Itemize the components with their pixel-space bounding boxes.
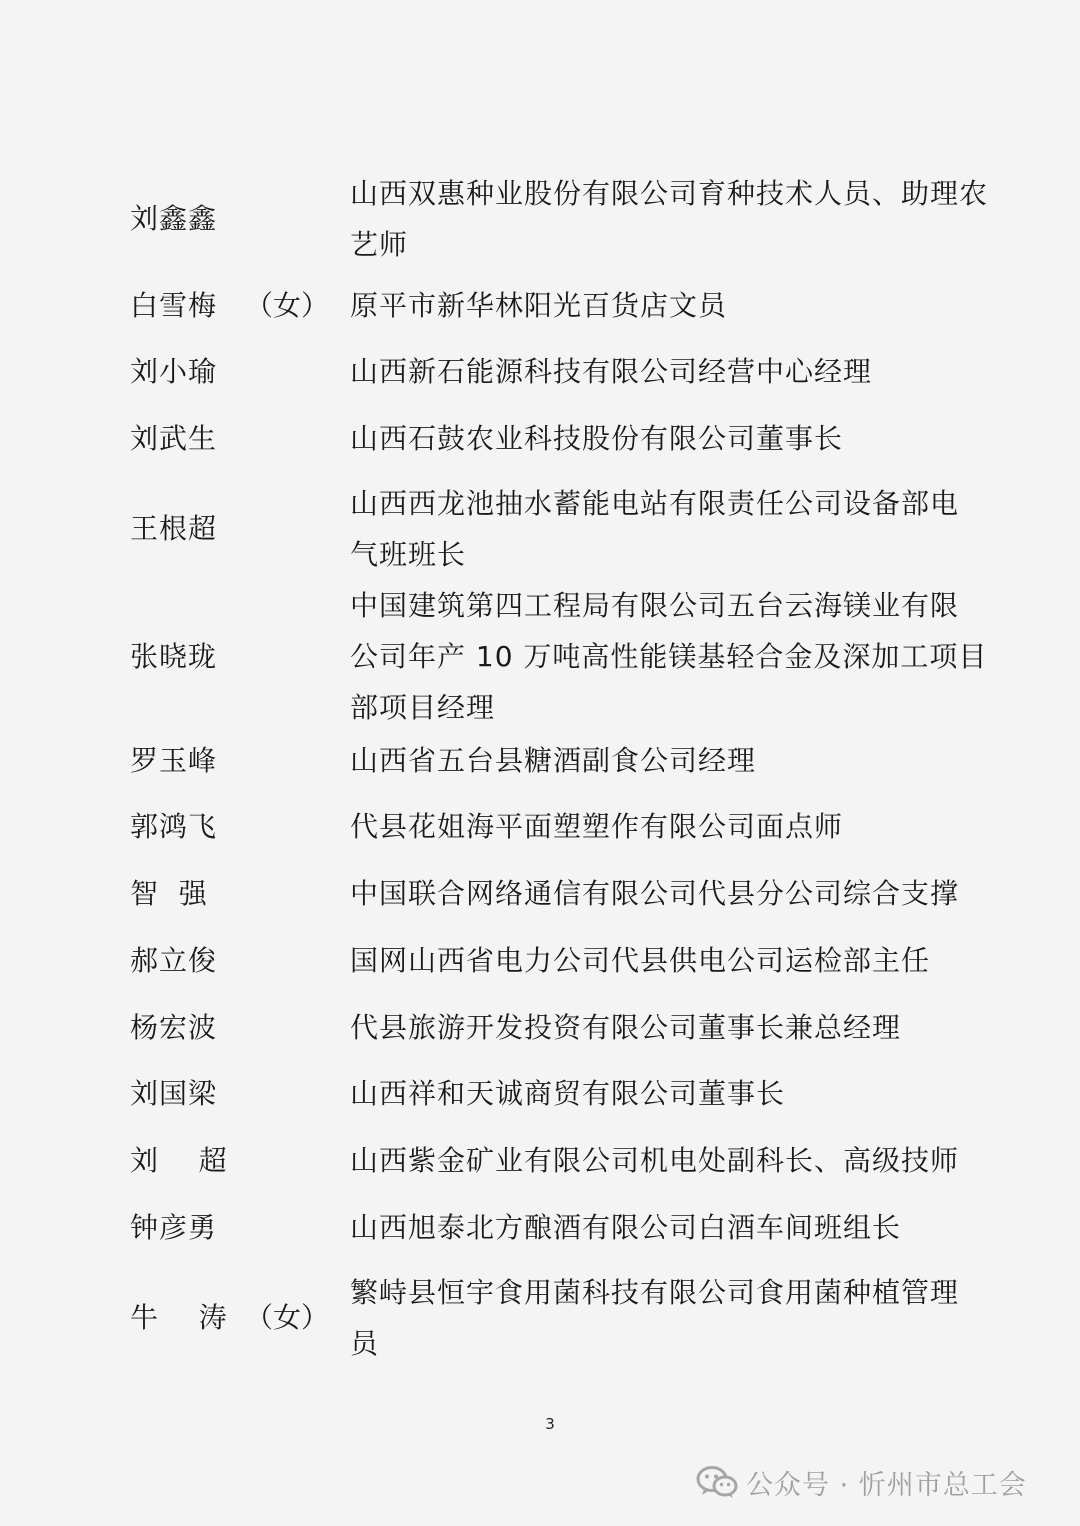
entry-name: 刘小瑜 [130,355,218,388]
entry-description: 山西西龙池抽水蓄能电站有限责任公司设备部电 气班班长 [350,487,960,571]
entry-name: 智 强 [130,877,208,910]
entry-gender-note: （女） [245,289,330,322]
entry-name: 刘鑫鑫 [130,202,218,235]
entry-description: 山西新石能源科技有限公司经营中心经理 [350,355,873,388]
entry-gender-note: （女） [245,1301,330,1334]
entry-description: 山西省五台县糖酒副食公司经理 [350,744,757,777]
entry-description: 山西旭泰北方酿酒有限公司白酒车间班组长 [350,1211,902,1244]
entry-name: 刘武生 [130,422,218,455]
entry-name: 郭鸿飞 [130,810,218,843]
entry-description: 繁峙县恒宇食用菌科技有限公司食用菌种植管理 员 [350,1276,960,1360]
entry-name: 张晓珑 [130,640,218,673]
entry-description: 原平市新华林阳光百货店文员 [350,289,728,322]
entry-description: 代县旅游开发投资有限公司董事长兼总经理 [350,1011,902,1044]
page-number: 3 [545,1415,555,1433]
watermark-text: 公众号 · 忻州市总工会 [746,1469,1027,1501]
entry-description: 山西石鼓农业科技股份有限公司董事长 [350,422,844,455]
entry-description: 中国联合网络通信有限公司代县分公司综合支撑 [350,877,960,910]
entry-name: 刘 超 [130,1144,228,1177]
entry-name: 牛 涛 [130,1301,228,1334]
entry-name: 刘国梁 [130,1077,218,1110]
wechat-icon [696,1465,738,1499]
entry-description: 山西双惠种业股份有限公司育种技术人员、助理农 艺师 [350,177,989,261]
entry-description: 山西紫金矿业有限公司机电处副科长、高级技师 [350,1144,960,1177]
entry-name: 王根超 [130,512,218,545]
entry-description: 代县花姐海平面塑塑作有限公司面点师 [350,810,844,843]
entry-name: 郝立俊 [130,944,218,977]
entry-name: 钟彦勇 [130,1211,218,1244]
entry-name: 罗玉峰 [130,744,218,777]
entry-description: 国网山西省电力公司代县供电公司运检部主任 [350,944,931,977]
entry-description: 山西祥和天诚商贸有限公司董事长 [350,1077,786,1110]
entry-name: 杨宏波 [130,1011,218,1044]
wechat-watermark [696,1460,1027,1504]
entry-description: 中国建筑第四工程局有限公司五台云海镁业有限 公司年产 10 万吨高性能镁基轻合金及深加工项目 部项目经理 [350,589,988,724]
entry-name: 白雪梅 [130,289,218,322]
